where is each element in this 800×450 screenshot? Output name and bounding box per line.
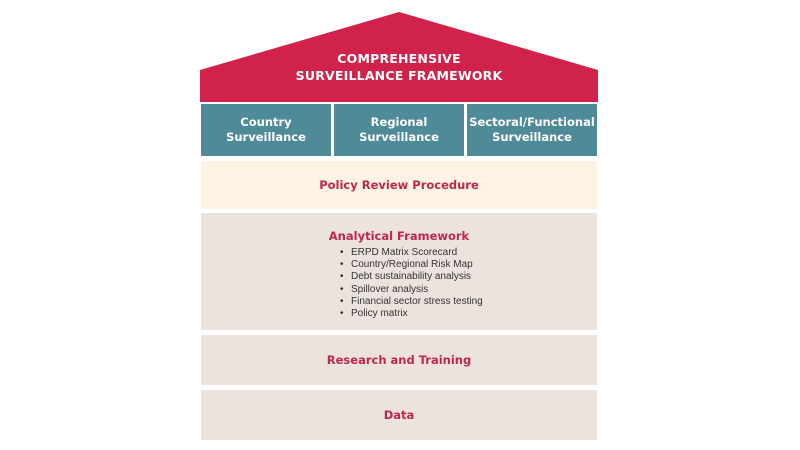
list-item-text: Debt sustainability analysis <box>351 271 472 283</box>
list-item <box>339 271 483 283</box>
bullet-icon: • <box>340 271 344 283</box>
research-training-band <box>201 335 597 385</box>
pillar-country-surveillance: Country Surveillance <box>201 104 331 156</box>
analytical-framework-title: Analytical Framework <box>328 229 470 243</box>
bullet-icon: • <box>340 295 344 307</box>
bullet-icon: • <box>340 259 344 271</box>
bullet-icon: • <box>340 308 344 320</box>
list-item <box>339 284 483 296</box>
data-band <box>201 390 597 440</box>
analytical-framework-list <box>339 247 483 320</box>
policy-review-band <box>201 161 597 209</box>
list-item-text: Policy matrix <box>351 308 408 320</box>
pillar-regional-surveillance: Regional Surveillance <box>334 104 464 156</box>
list-item-text: ERPD Matrix Scorecard <box>351 247 458 258</box>
list-item <box>339 247 483 259</box>
analytical-framework-band <box>201 213 597 330</box>
list-item <box>339 296 483 308</box>
roof-title: COMPREHENSIVE SURVEILLANCE FRAMEWORK <box>295 51 503 83</box>
list-item-text: Financial sector stress testing <box>351 295 483 307</box>
research-training-title: Research and Training <box>326 353 472 367</box>
list-item-text: Country/Regional Risk Map <box>351 259 473 271</box>
list-item-text: Spillover analysis <box>351 283 429 295</box>
list-item <box>339 308 483 320</box>
pillar-sectoral-functional-surveillance: Sectoral/Functional Surveillance <box>467 104 597 156</box>
policy-review-title: Policy Review Procedure <box>319 178 479 192</box>
data-title: Data <box>383 408 415 422</box>
bullet-icon: • <box>340 247 344 258</box>
list-item <box>339 259 483 271</box>
bullet-icon: • <box>340 283 344 295</box>
